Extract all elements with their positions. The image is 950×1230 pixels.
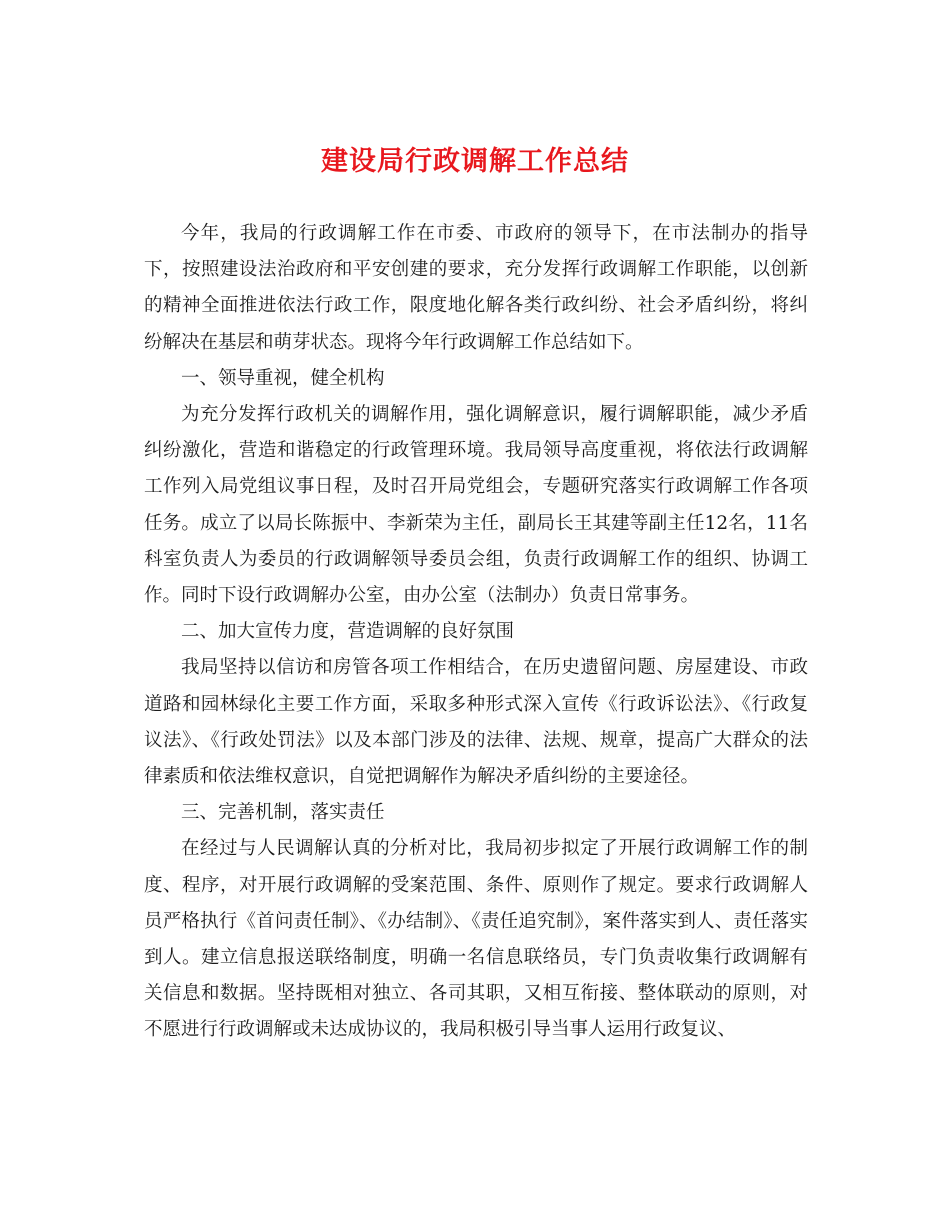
section-3-paragraph: 在经过与人民调解认真的分析对比，我局初步拟定了开展行政调解工作的制度、程序，对开展行政调解的受案范围、条件、原则作了规定。要求行政调解人员严格执行《首问责任制》、《办结制》、《责任追究制》，案件落实到人、责任落实到人。建立信息报送联络制度，明确一名信息联络员，专门负责收集行政调解有关信息和数据。坚持既相对独立、各司其职，又相互衔接、整体联动的原则，对不愿进行行政调解或未达成协议的，我局积极引导当事人运用行政复议、 xyxy=(144,838,808,1041)
section-heading-2: 二、加大宣传力度，营造调解的良好氛围 xyxy=(181,621,515,643)
intro-paragraph: 今年，我局的行政调解工作在市委、市政府的领导下，在市法制办的指导下，按照建设法治政府和平安创建的要求，充分发挥行政调解工作职能，以创新的精神全面推进依法行政工作，限度地化解各类行政纠纷、社会矛盾纠纷，将纠纷解决在基层和萌芽状态。现将今年行政调解工作总结如下。 xyxy=(144,223,808,353)
document-title: 建设局行政调解工作总结 xyxy=(321,146,629,177)
section-heading-3: 三、完善机制，落实责任 xyxy=(181,802,385,824)
section-1-paragraph: 为充分发挥行政机关的调解作用，强化调解意识，履行调解职能，减少矛盾纠纷激化，营造和谐稳定的行政管理环境。我局领导高度重视，将依法行政调解工作列入局党组议事日程，及时召开局党组会，专题研究落实行政调解工作各项任务。成立了以局长陈振中、李新荣为主任，副局长王其建等副主任12名，11名科室负责人为委员的行政调解领导委员会组，负责行政调解工作的组织、协调工作。同时下设行政调解办公室，由办公室（法制办）负责日常事务。 xyxy=(144,404,808,607)
section-2-paragraph: 我局坚持以信访和房管各项工作相结合，在历史遗留问题、房屋建设、市政道路和园林绿化主要工作方面，采取多种形式深入宣传《行政诉讼法》、《行政复议法》、《行政处罚法》以及本部门涉及的法律、法规、规章，提高广大群众的法律素质和依法维权意识，自觉把调解作为解决矛盾纠纷的主要途径。 xyxy=(144,657,808,788)
document-body xyxy=(144,216,808,1049)
section-heading-1: 一、领导重视，健全机构 xyxy=(181,367,385,389)
